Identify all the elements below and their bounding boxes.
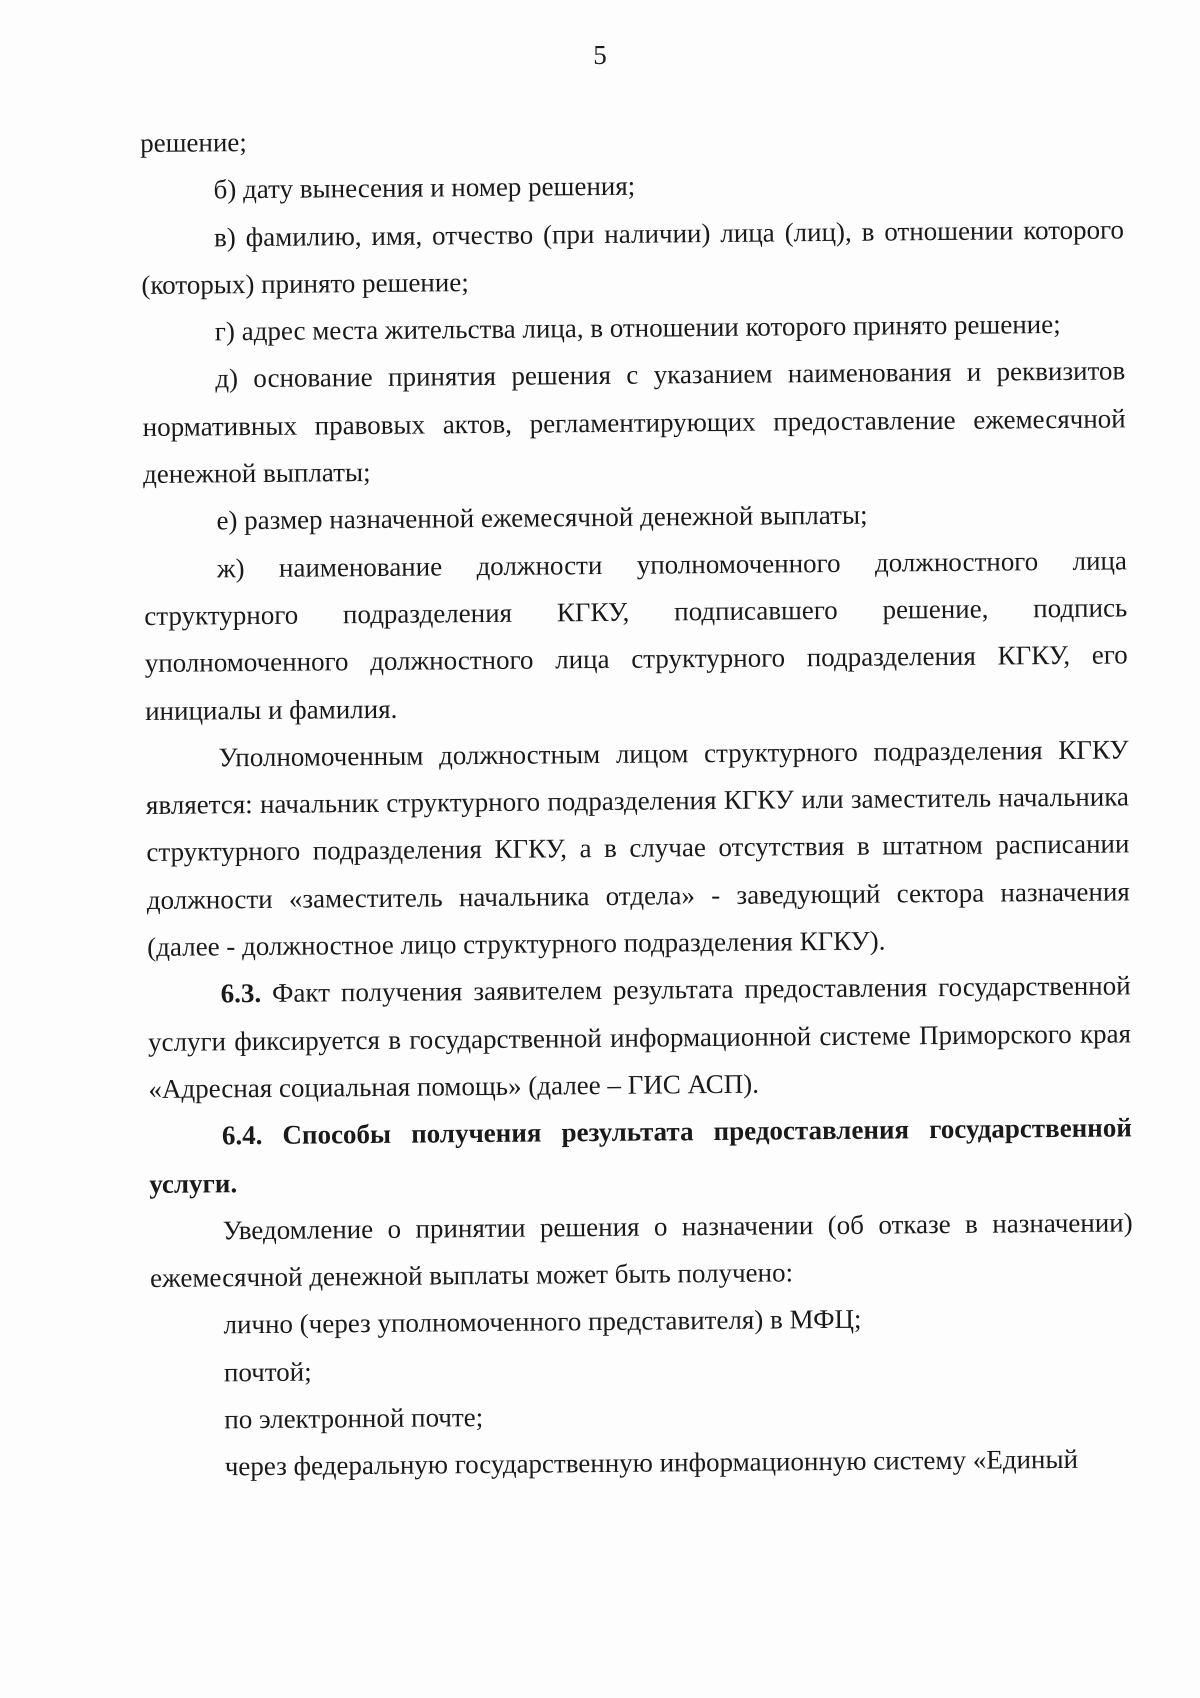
- section-6-3-number: 6.3.: [220, 978, 262, 1009]
- page-number: 5: [593, 40, 607, 70]
- paragraph-item-v: в) фамилию, имя, отчество (при наличии) лица (лиц), в отношении которого (которых) принято решение;: [141, 214, 1125, 300]
- list-item: через федеральную государственную информационную систему «Единый: [224, 1444, 1079, 1482]
- paragraph-item-zh: ж) наименование должности уполномоченного должностного лица структурного подразделения КГКУ, подписавшего решение, подпись уполномоченного должностного лица структурного подразделения КГКУ, его инициалы и фамилия.: [144, 545, 1128, 726]
- section-6-3-text: Факт получения заявителем результата предоставления государственной услуги фиксируется в государственной информационной системе Приморского края «Адресная социальная помощь» (далее – ГИС АСП).: [147, 970, 1132, 1104]
- paragraph-item-d: д) основание принятия решения с указанием наименования и реквизитов нормативных правовых актов, регламентирующих предоставление ежемесячной денежной выплаты;: [142, 355, 1126, 490]
- list-item: по электронной почте;: [224, 1402, 484, 1435]
- document-body: [140, 111, 1135, 1491]
- paragraph-item-b: б) дату вынесения и номер решения;: [213, 170, 636, 205]
- section-6-4-intro: Уведомление о принятии решения о назначении (об отказе в назначении) ежемесячной денежной выплаты может быть получено:: [149, 1207, 1133, 1294]
- paragraph-item-g: г) адрес места жительства лица, в отношении которого принято решение;: [214, 309, 1061, 347]
- paragraph-continuation: решение;: [140, 127, 247, 158]
- list-item: лично (через уполномоченного представителя) в МФЦ;: [223, 1304, 862, 1340]
- section-6-4-heading: 6.4. Способы получения результата предоставления государственной услуги.: [149, 1112, 1132, 1199]
- paragraph-authorized-official: Уполномоченным должностным лицом структурного подразделения КГКУ является: начальник структурного подразделения КГКУ или заместитель начальника структурного подразделения КГКУ, а в случае отсутствия в штатном расписании должности «заместитель начальника отдела» - заведующий сектора назначения (далее - должностное лицо структурного подразделения КГКУ).: [145, 734, 1130, 963]
- list-item: почтой;: [223, 1356, 312, 1388]
- paragraph-item-e: е) размер назначенной ежемесячной денежной выплаты;: [216, 500, 868, 536]
- section-6-3: [147, 963, 1131, 1113]
